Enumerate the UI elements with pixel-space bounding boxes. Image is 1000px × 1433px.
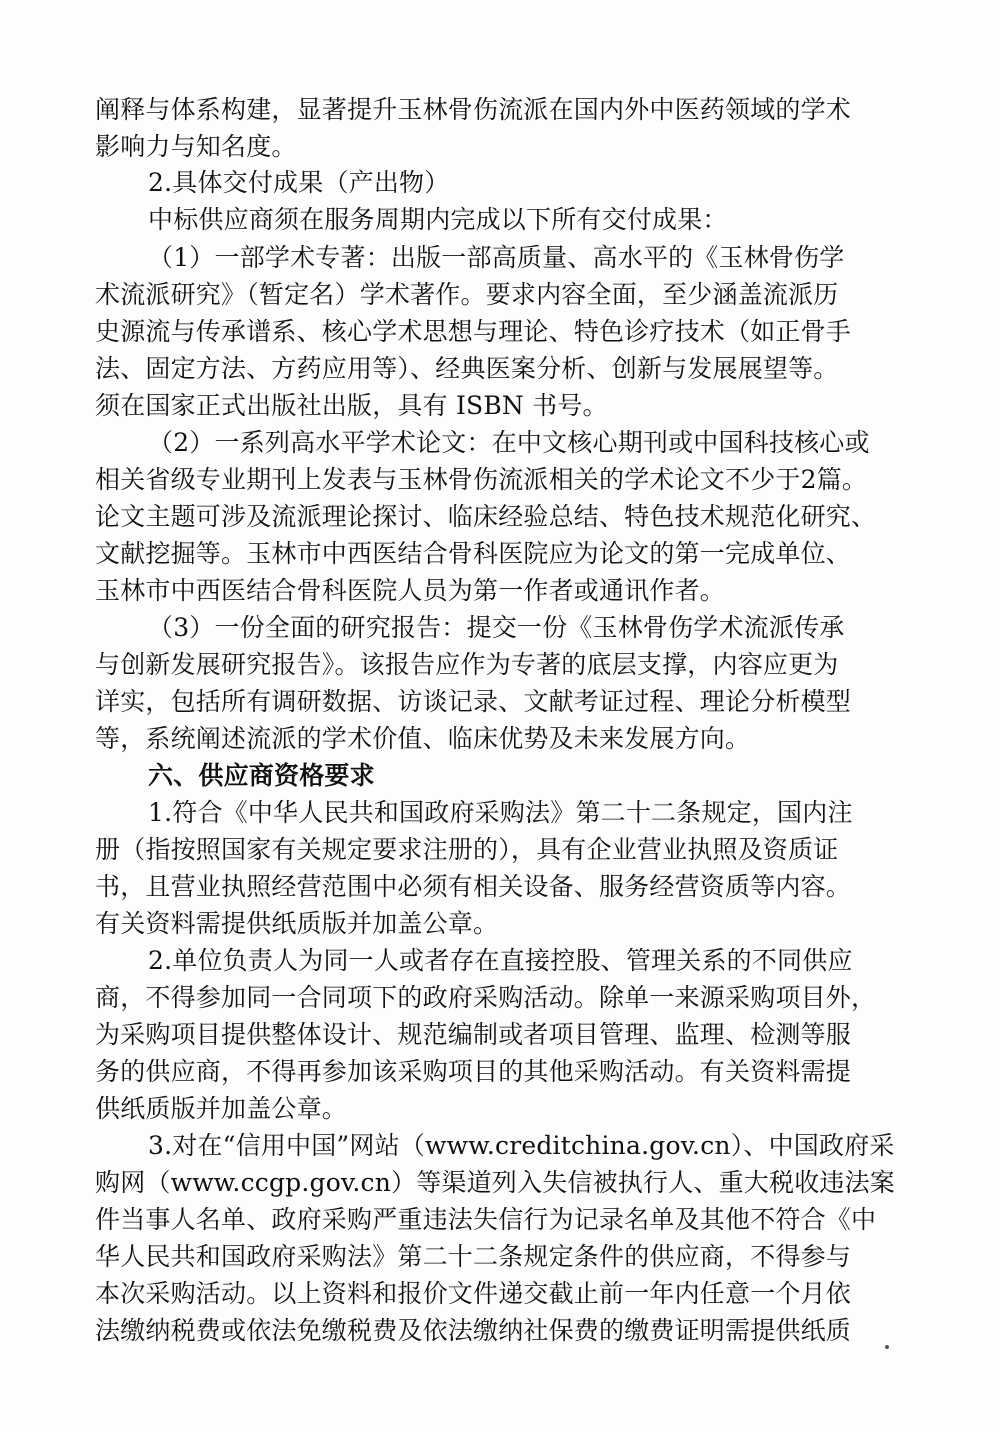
list-item: 3.对在“信用中国”网站（www.creditchina.gov.cn）、中国政府采	[148, 1131, 895, 1160]
text-line: 供纸质版并加盖公章。	[95, 1094, 348, 1123]
text-line: 有关资料需提供纸质版并加盖公章。	[95, 909, 499, 938]
text-line: 件当事人名单、政府采购严重违法失信行为记录名单及其他不符合《中	[95, 1205, 877, 1234]
text-line: 玉林市中西医结合骨科医院人员为第一作者或通讯作者。	[95, 576, 726, 605]
text-line: 购网（www.ccgp.gov.cn）等渠道列入失信被执行人、重大税收违法案	[95, 1168, 895, 1197]
list-item: 1.符合《中华人民共和国政府采购法》第二十二条规定，国内注	[148, 798, 853, 827]
text-line: 影响力与知名度。	[95, 132, 297, 161]
text-line: 阐释与体系构建，显著提升玉林骨伤流派在国内外中医药领域的学术	[95, 95, 852, 124]
text-line: 为采购项目提供整体设计、规范编制或者项目管理、监理、检测等服	[95, 1020, 852, 1049]
scan-speck	[885, 1345, 889, 1349]
list-item: （1）一部学术专著：出版一部高质量、高水平的《玉林骨伤学	[148, 243, 845, 272]
text-line: 术流派研究》（暂定名）学术著作。要求内容全面，至少涵盖流派历	[95, 280, 839, 309]
text-line: 法缴纳税费或依法免缴税费及依法缴纳社保费的缴费证明需提供纸质	[95, 1316, 852, 1345]
text-line: 须在国家正式出版社出版，具有 ISBN 书号。	[95, 391, 608, 420]
section-heading: 六、供应商资格要求	[148, 761, 375, 790]
list-item: （2）一系列高水平学术论文：在中文核心期刊或中国科技核心或	[148, 428, 870, 457]
list-item: 2.单位负责人为同一人或者存在直接控股、管理关系的不同供应	[148, 946, 853, 975]
text-line: 与创新发展研究报告》。该报告应作为专著的底层支撑，内容应更为	[95, 650, 839, 679]
text-line: 商，不得参加同一合同项下的政府采购活动。除单一来源采购项目外，	[95, 983, 877, 1012]
text-line: 法、固定方法、方药应用等）、经典医案分析、创新与发展展望等。	[95, 354, 839, 383]
list-item: （3）一份全面的研究报告：提交一份《玉林骨伤学术流派传承	[148, 613, 845, 642]
text-line: 论文主题可涉及流派理论探讨、临床经验总结、特色技术规范化研究、	[95, 502, 877, 531]
text-line: 等，系统阐述流派的学术价值、临床优势及未来发展方向。	[95, 724, 751, 753]
text-line: 务的供应商，不得再参加该采购项目的其他采购活动。有关资料需提	[95, 1057, 852, 1086]
text-line: 文献挖掘等。玉林市中西医结合骨科医院应为论文的第一完成单位、	[95, 539, 852, 568]
text-line: 本次采购活动。以上资料和报价文件递交截止前一年内任意一个月依	[95, 1279, 852, 1308]
text-line: 详实，包括所有调研数据、访谈记录、文献考证过程、理论分析模型	[95, 687, 852, 716]
text-line: 史源流与传承谱系、核心学术思想与理论、特色诊疗技术（如正骨手	[95, 317, 852, 346]
text-line: 华人民共和国政府采购法》第二十二条规定条件的供应商，不得参与	[95, 1242, 852, 1271]
text-line: 中标供应商须在服务周期内完成以下所有交付成果：	[148, 205, 728, 234]
text-line: 相关省级专业期刊上发表与玉林骨伤流派相关的学术论文不少于2篇。	[95, 465, 868, 494]
section-subheading: 2.具体交付成果（产出物）	[148, 168, 450, 197]
text-line: 书，且营业执照经营范围中必须有相关设备、服务经营资质等内容。	[95, 872, 852, 901]
text-line: 册（指按照国家有关规定要求注册的），具有企业营业执照及资质证	[95, 835, 839, 864]
